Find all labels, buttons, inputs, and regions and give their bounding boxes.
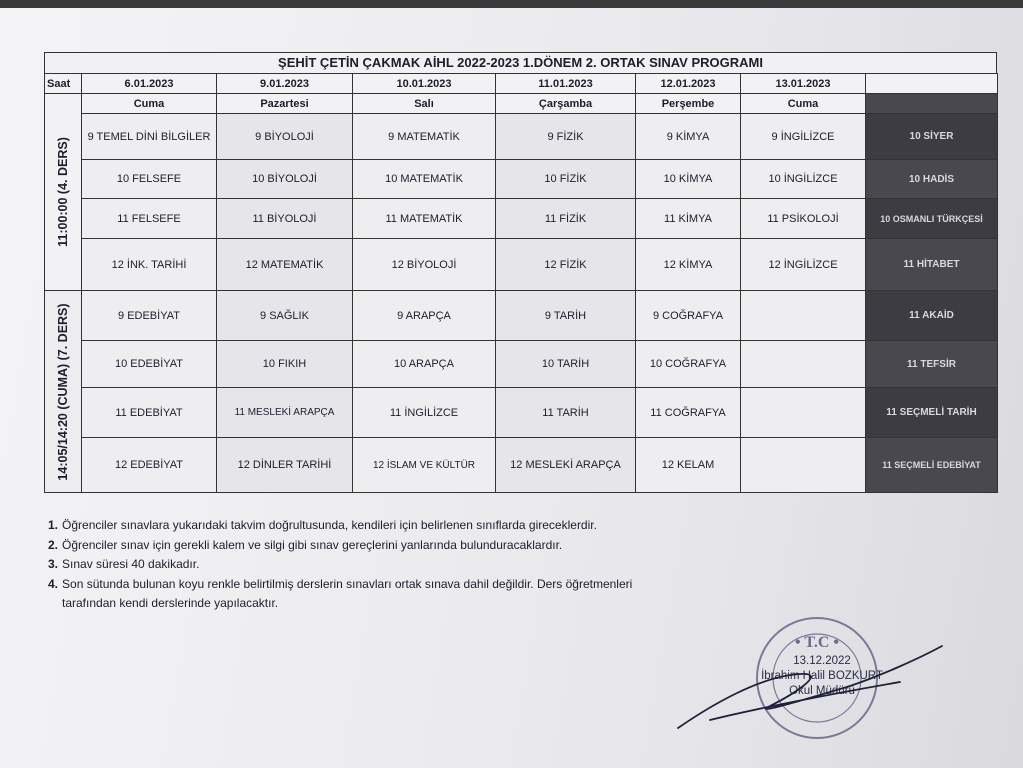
date-header: 13.01.2023 [741,74,866,94]
exam-cell: 11 COĞRAFYA [636,388,741,438]
exam-cell: 11 FELSEFE [82,199,217,239]
table-row [45,291,998,341]
blank-header [866,74,998,94]
exam-cell: 9 KİMYA [636,114,741,160]
exam-cell: 12 İNGİLİZCE [741,239,866,291]
table-row [45,438,998,493]
exam-cell: 12 MATEMATİK [217,239,353,291]
page-title: ŞEHİT ÇETİN ÇAKMAK AİHL 2022-2023 1.DÖNEM 2. ORTAK SINAV PROGRAMI [44,52,997,73]
exam-cell: 10 COĞRAFYA [636,341,741,388]
non-common-exam-cell: 11 HİTABET [866,239,998,291]
exam-cell: 11 PSİKOLOJİ [741,199,866,239]
svg-text:• T.C •: • T.C • [795,634,839,651]
table-row [45,341,998,388]
exam-cell: 10 ARAPÇA [353,341,496,388]
exam-cell: 11 MATEMATİK [353,199,496,239]
day-header: Cuma [741,94,866,114]
exam-cell: 12 DİNLER TARİHİ [217,438,353,493]
exam-cell: 10 FİZİK [496,160,636,199]
exam-cell-empty [741,388,866,438]
note-number: 4. [48,576,59,591]
exam-cell: 9 MATEMATİK [353,114,496,160]
exam-cell: 10 FIKIH [217,341,353,388]
blank-header [866,94,998,114]
saat-header: Saat [45,74,82,94]
table-row [45,114,998,160]
date-header: 9.01.2023 [217,74,353,94]
note-number: 3. [48,557,59,571]
non-common-exam-cell: 10 OSMANLI TÜRKÇESİ [866,199,998,239]
session-time-cell [45,94,82,291]
note-number: 2. [48,537,59,552]
exam-cell: 12 EDEBİYAT [82,438,217,493]
day-header: Cuma [82,94,217,114]
exam-schedule-table [44,73,998,493]
exam-cell: 12 KİMYA [636,239,741,291]
non-common-exam-cell: 11 AKAİD [866,291,998,341]
table-row [45,239,998,291]
note-item [48,575,748,595]
non-common-exam-cell: 11 SEÇMELİ TARİH [866,388,998,438]
session-time-label: 11:00:00 (4. DERS) [56,137,70,247]
non-common-exam-cell: 10 SİYER [866,114,998,160]
date-header: 12.01.2023 [636,74,741,94]
exam-cell: 11 MESLEKİ ARAPÇA [217,388,353,438]
day-header: Perşembe [636,94,741,114]
handwritten-signature-icon [670,636,950,736]
exam-cell: 9 SAĞLIK [217,291,353,341]
exam-cell: 10 EDEBİYAT [82,341,217,388]
exam-cell: 9 İNGİLİZCE [741,114,866,160]
exam-cell: 10 TARİH [496,341,636,388]
date-header-row [45,74,998,94]
signature-role: Okul Müdürü [789,685,855,697]
exam-cell: 12 İNK. TARİHİ [82,239,217,291]
document-page [0,8,1023,768]
note-item [48,555,748,575]
exam-cell: 10 İNGİLİZCE [741,160,866,199]
exam-cell: 10 KİMYA [636,160,741,199]
exam-cell: 12 BİYOLOJİ [353,239,496,291]
notes-list [48,516,748,614]
exam-cell: 9 TEMEL DİNİ BİLGİLER [82,114,217,160]
exam-cell: 9 COĞRAFYA [636,291,741,341]
note-text: Sınav süresi 40 dakikadır. [62,557,200,571]
non-common-exam-cell: 11 TEFSİR [866,341,998,388]
exam-cell: 11 TARİH [496,388,636,438]
note-text: Öğrenciler sınav için gerekli kalem ve silgi gibi sınav gereçlerini yanlarında bulunduracaklardır. [62,537,563,552]
exam-cell: 9 ARAPÇA [353,291,496,341]
session-time-label: 14:05/14:20 (CUMA) (7. DERS) [56,302,70,481]
exam-cell: 10 MATEMATİK [353,160,496,199]
signature-date: 13.12.2022 [793,655,851,667]
day-header: Pazartesi [217,94,353,114]
day-header: Salı [353,94,496,114]
note-item [48,536,748,556]
exam-cell: 10 FELSEFE [82,160,217,199]
exam-cell: 11 KİMYA [636,199,741,239]
exam-cell: 11 BİYOLOJİ [217,199,353,239]
exam-cell: 12 KELAM [636,438,741,493]
date-header: 11.01.2023 [496,74,636,94]
table-row [45,160,998,199]
signature-name: İbrahim Halil BOZKURT [761,670,883,682]
exam-cell: 9 FİZİK [496,114,636,160]
note-number: 1. [48,518,59,532]
note-item [48,516,748,536]
session-time-cell [45,291,82,493]
exam-cell-empty [741,291,866,341]
exam-cell: 11 FİZİK [496,199,636,239]
date-header: 6.01.2023 [82,74,217,94]
exam-cell: 11 İNGİLİZCE [353,388,496,438]
date-header: 10.01.2023 [353,74,496,94]
exam-cell: 12 MESLEKİ ARAPÇA [496,438,636,493]
exam-cell: 10 BİYOLOJİ [217,160,353,199]
exam-cell-empty [741,438,866,493]
exam-cell: 9 BİYOLOJİ [217,114,353,160]
exam-cell-empty [741,341,866,388]
table-row [45,388,998,438]
note-text: Son sütunda bulunan koyu renkle belirtilmiş derslerin sınavları ortak sınava dahil değildir. Ders öğretmenleri [62,576,633,591]
note-continuation: tarafından kendi derslerinde yapılacaktır. [62,596,279,610]
note-text: Öğrenciler sınavlara yukarıdaki takvim doğrultusunda, kendileri için belirlenen sınıflarda gireceklerdir. [62,518,597,532]
exam-cell: 9 TARİH [496,291,636,341]
exam-cell: 9 EDEBİYAT [82,291,217,341]
exam-cell: 12 FİZİK [496,239,636,291]
non-common-exam-cell: 11 SEÇMELİ EDEBİYAT [866,438,998,493]
table-row [45,199,998,239]
day-header-row [45,94,998,114]
non-common-exam-cell: 10 HADİS [866,160,998,199]
exam-cell: 12 İSLAM VE KÜLTÜR [353,438,496,493]
exam-cell: 11 EDEBİYAT [82,388,217,438]
day-header: Çarşamba [496,94,636,114]
